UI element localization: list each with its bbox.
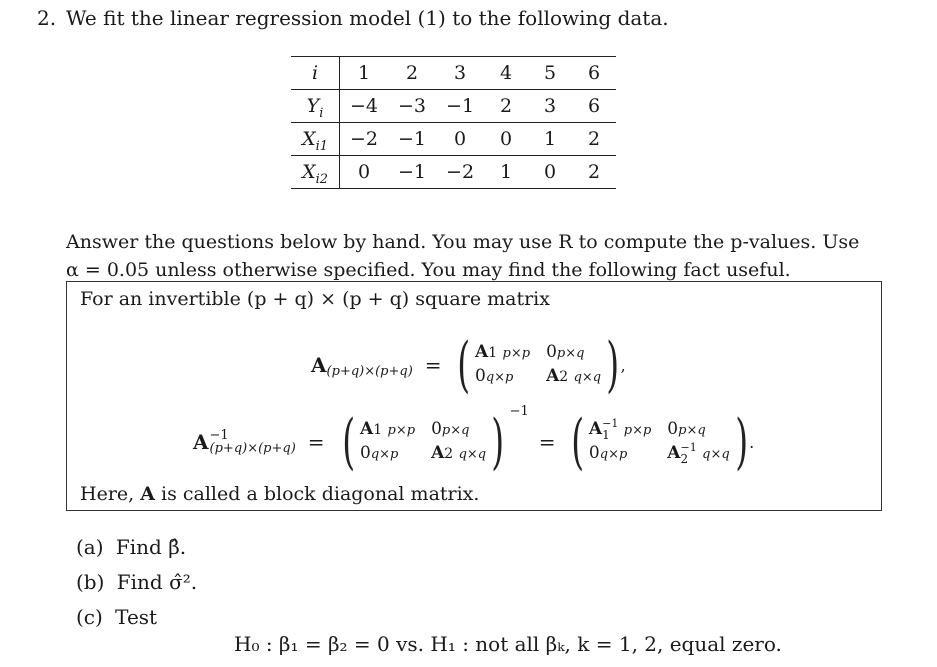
data-table (291, 56, 616, 189)
table-cell: 1 (528, 123, 572, 156)
left-paren: ( (456, 330, 470, 400)
table-cell: 0 (436, 123, 484, 156)
block-a1-inverse: A −1 1 p×p (588, 417, 652, 442)
table-cell: 2 (572, 156, 616, 189)
question-text: Find σ̂². (116, 570, 198, 594)
row-label: $X_{i2}$ (291, 156, 340, 189)
block-a1: A1 p×p (359, 419, 416, 439)
problem-heading: We fit the linear regression model (1) to the following data. (66, 6, 669, 30)
table-cell: 4 (500, 62, 513, 84)
table-cell: −1 (388, 156, 436, 189)
right-paren: ) (491, 407, 505, 477)
left-paren: ( (570, 407, 584, 477)
block-matrix (360, 418, 486, 466)
question-a (76, 535, 186, 559)
instructions-line-1: Answer the questions below by hand. You may use R to compute the p-values. Use (66, 231, 860, 253)
table-cell: 6 (588, 62, 601, 84)
equals-sign: = (307, 430, 325, 454)
question-label: (b) (76, 570, 105, 594)
table-cell: 0 (484, 123, 528, 156)
equation-inverse: A −1 (p+q)×(p+q) = ( A1 p×p 0p×q 0q×p A2 q×q ) −1 = ( A −1 1 p×p 0p×q 0q×p A −1 2 q×q ) . (193, 404, 755, 477)
table-cell: 2 (405, 62, 419, 84)
block-a2: A2 q×q (431, 443, 487, 463)
row-label: $Y_i$ (291, 90, 340, 123)
left-paren: ( (341, 407, 355, 477)
table-row (291, 123, 616, 156)
right-paren: ) (734, 407, 748, 477)
problem-number: 2. (37, 6, 57, 30)
right-paren: ) (606, 330, 620, 400)
block-zero-lower: 0q×p (474, 366, 514, 386)
matrix-symbol: A (193, 430, 209, 454)
question-b (76, 570, 197, 594)
block-a2-inverse: A −1 2 q×q (667, 441, 730, 466)
table-cell: 1 (484, 156, 528, 189)
table-row (291, 156, 616, 189)
block-zero-upper: 0p×q (667, 419, 706, 439)
table-cell: −2 (436, 156, 484, 189)
table-row (291, 57, 616, 90)
block-zero-upper: 0p×q (546, 342, 585, 362)
period: . (749, 432, 755, 452)
table-cell: −2 (340, 123, 389, 156)
fact-conclusion: Here, A is called a block diagonal matrix. (80, 483, 480, 505)
table-cell: 0 (528, 156, 572, 189)
table-cell: 0 (340, 156, 389, 189)
table-cell: 1 (357, 62, 371, 84)
table-cell: 5 (544, 62, 557, 84)
block-zero-lower: 0q×p (359, 443, 399, 463)
equals-sign: = (424, 353, 442, 377)
inverse-exponent: −1 (209, 428, 229, 443)
equals-sign: = (538, 430, 556, 454)
block-zero-lower: 0q×p (588, 443, 628, 463)
table-cell: 2 (484, 90, 528, 123)
matrix-symbol: A (311, 353, 327, 377)
block-a1: A1 p×p (474, 342, 531, 362)
table-cell: −3 (388, 90, 436, 123)
table-cell: −1 (436, 90, 484, 123)
table-cell: 3 (453, 62, 467, 84)
equation-block-matrix (311, 330, 626, 400)
question-c (76, 605, 157, 629)
block-matrix (475, 341, 601, 389)
question-label: (a) (76, 535, 104, 559)
row-label: i (291, 57, 340, 90)
comma: , (620, 355, 626, 375)
table-cell: 6 (572, 90, 616, 123)
dimension-subscript: (p+q)×(p+q) (326, 363, 413, 379)
fact-intro: For an invertible (p + q) × (p + q) square matrix (80, 288, 550, 310)
dimension-subscript: (p+q)×(p+q) (209, 441, 296, 456)
question-text: Find β̂. (115, 535, 187, 559)
fact-box (66, 281, 882, 511)
table-cell: 2 (572, 123, 616, 156)
hypothesis-statement: H₀ : β₁ = β₂ = 0 vs. H₁ : not all βₖ, k = 1, 2, equal zero. (234, 632, 782, 656)
table-cell: −4 (340, 90, 389, 123)
table-cell: 3 (528, 90, 572, 123)
inverse-block-matrix (589, 418, 730, 466)
question-label: (c) (76, 605, 103, 629)
block-zero-upper: 0p×q (431, 419, 470, 439)
row-label: $X_{i1}$ (291, 123, 340, 156)
question-text: Test (115, 605, 158, 629)
instructions-line-2: α = 0.05 unless otherwise specified. You may find the following fact useful. (66, 259, 791, 281)
block-a2: A2 q×q (546, 366, 602, 386)
table-row (291, 90, 616, 123)
table-cell: −1 (388, 123, 436, 156)
